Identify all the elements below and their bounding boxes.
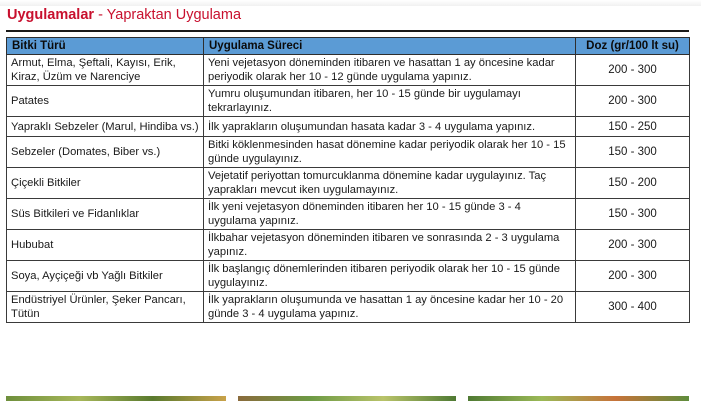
process-cell: İlkbahar vejetasyon döneminden itibaren ve sonrasında 2 - 3 uygulama yapınız. xyxy=(204,230,576,261)
table-header-row xyxy=(7,38,690,55)
section-subtitle: Yapraktan Uygulama xyxy=(106,7,242,23)
plant-cell: Süs Bitkileri ve Fidanlıklar xyxy=(7,199,204,230)
heading-separator: - xyxy=(94,7,107,23)
application-table xyxy=(6,37,690,323)
table-row xyxy=(7,261,690,292)
dose-cell: 200 - 300 xyxy=(576,55,690,86)
photo-image xyxy=(468,396,689,401)
plant-cell: Patates xyxy=(7,86,204,117)
table-row xyxy=(7,168,690,199)
process-cell: İlk yaprakların oluşumundan hasata kadar 3 - 4 uygulama yapınız. xyxy=(204,117,576,137)
dose-cell: 150 - 250 xyxy=(576,117,690,137)
plant-cell: Sebzeler (Domates, Biber vs.) xyxy=(7,137,204,168)
dose-cell: 200 - 300 xyxy=(576,230,690,261)
table-row xyxy=(7,137,690,168)
dose-cell: 150 - 300 xyxy=(576,199,690,230)
process-cell: Vejetatif periyottan tomurcuklanma dönemine kadar uygulayınız. Taç yaprakları mevcut iken uygulamayınız. xyxy=(204,168,576,199)
plant-cell: Hububat xyxy=(7,230,204,261)
section-title: Uygulamalar xyxy=(7,7,95,23)
process-cell: Bitki köklenmesinden hasat dönemine kadar periyodik olarak her 10 - 15 günde uygulayınız. xyxy=(204,137,576,168)
plant-cell: Soya, Ayçiçeği vb Yağlı Bitkiler xyxy=(7,261,204,292)
heading-rule xyxy=(6,30,689,32)
top-divider xyxy=(0,0,701,6)
process-cell: Yeni vejetasyon döneminden itibaren ve hasattan 1 ay öncesine kadar periyodik olarak her 10 - 12 günde uygulama yapınız. xyxy=(204,55,576,86)
process-cell: İlk yeni vejetasyon döneminden itibaren her 10 - 15 günde 3 - 4 uygulama yapınız. xyxy=(204,199,576,230)
process-cell: Yumru oluşumundan itibaren, her 10 - 15 günde bir uygulamayı tekrarlayınız. xyxy=(204,86,576,117)
dose-cell: 150 - 300 xyxy=(576,137,690,168)
table-row xyxy=(7,55,690,86)
photo-image xyxy=(238,396,456,401)
dose-cell: 300 - 400 xyxy=(576,292,690,323)
table-row xyxy=(7,117,690,137)
table-row xyxy=(7,86,690,117)
table-row xyxy=(7,292,690,323)
process-cell: İlk başlangıç dönemlerinden itibaren periyodik olarak her 10 - 15 günde uygulayınız. xyxy=(204,261,576,292)
plant-cell: Endüstriyel Ürünler, Şeker Pancarı, Tütün xyxy=(7,292,204,323)
table-row xyxy=(7,199,690,230)
plant-cell: Yapraklı Sebzeler (Marul, Hindiba vs.) xyxy=(7,117,204,137)
column-header-plant: Bitki Türü xyxy=(7,38,204,55)
column-header-process: Uygulama Süreci xyxy=(204,38,576,55)
table-row xyxy=(7,230,690,261)
dose-cell: 200 - 300 xyxy=(576,86,690,117)
photo-strip xyxy=(0,396,701,401)
process-cell: İlk yaprakların oluşumunda ve hasattan 1 ay öncesine kadar her 10 - 20 günde 3 - 4 uygulama yapınız. xyxy=(204,292,576,323)
column-header-dose: Doz (gr/100 lt su) xyxy=(576,38,690,55)
dose-cell: 200 - 300 xyxy=(576,261,690,292)
plant-cell: Çiçekli Bitkiler xyxy=(7,168,204,199)
plant-cell: Armut, Elma, Şeftali, Kayısı, Erik, Kiraz, Üzüm ve Narenciye xyxy=(7,55,204,86)
dose-cell: 150 - 200 xyxy=(576,168,690,199)
section-heading xyxy=(7,7,241,27)
photo-image xyxy=(6,396,226,401)
